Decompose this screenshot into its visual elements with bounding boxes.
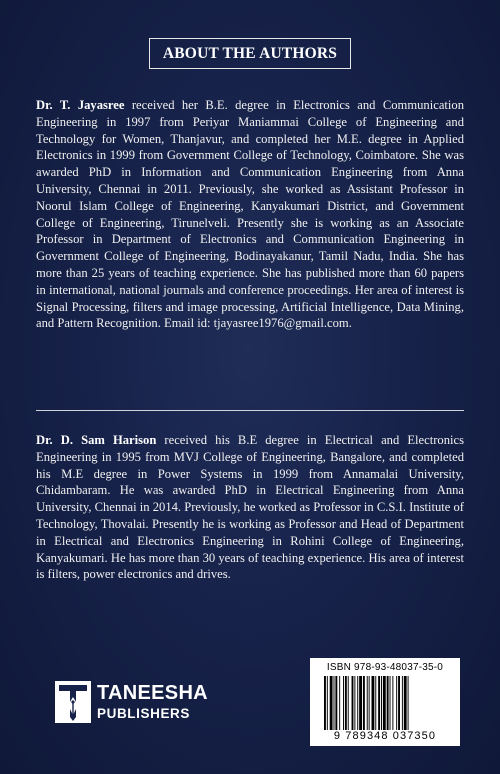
author-bio-text: received his B.E degree in Electrical and Electronics Engineering in 1995 from MVJ College of Engineering, Bangalore, and completed his M.E degree in Power Systems in 1999 from Annamalai University, Chidambaram. He was awarded PhD in Electrical Engineering from Anna University, Chennai in 2014. Previously, he worked as Professor in C.S.I. Institute of Technology, Thovalai. Presently he is working as Professor and Head of Department in Electrical and Electronics Engineering in Rohini College of Engineering, Kanyakumari. He has more than 30 years of teaching experience. His area of interest is filters, power electronics and drives. [36, 433, 464, 582]
barcode-bar [327, 676, 328, 730]
barcode-bar [404, 676, 407, 730]
isbn-barcode [310, 658, 460, 746]
section-divider [36, 410, 464, 411]
isbn-label: ISBN 978-93-48037-35-0 [326, 662, 444, 673]
barcode-bar [345, 676, 347, 730]
barcode-bar [354, 676, 355, 730]
author-bio-harison [36, 432, 464, 583]
barcode-bar [352, 676, 354, 730]
publisher-name-line2: PUBLISHERS [97, 706, 191, 722]
author-name: Dr. T. Jayasree [36, 98, 125, 112]
barcode-bar [387, 676, 389, 730]
barcode-bar [398, 676, 400, 730]
barcode-bar [359, 676, 362, 730]
barcode-bar [324, 676, 326, 730]
barcode-bar [372, 676, 375, 730]
barcode-bar [357, 676, 358, 730]
publisher-name-line1: TANEESHA [97, 682, 208, 705]
barcode-bar [375, 676, 376, 730]
barcode-bar [381, 676, 382, 730]
author-name: Dr. D. Sam Harison [36, 433, 157, 447]
barcode-bar [339, 676, 340, 730]
barcode-bar [335, 676, 337, 730]
barcode-bar [330, 676, 333, 730]
publisher-name [97, 683, 208, 721]
barcode-bar [390, 676, 391, 730]
section-title-box [149, 38, 351, 69]
barcode-bar [378, 676, 380, 730]
barcode-bar [402, 676, 403, 730]
barcode-bar [343, 676, 344, 730]
author-bio-jayasree [36, 97, 464, 332]
barcode-bar [367, 676, 368, 730]
barcode-bar [369, 676, 370, 730]
publisher-logo [55, 680, 225, 724]
barcode-bar [334, 676, 335, 730]
barcode-bar [348, 676, 349, 730]
author-bio-text: received her B.E. degree in Electronics and Communication Engineering in 1997 from Periyar Maniammai College of Engineering and Technology for Women, Thanjavur, and completed her M.E. degree in Applied Electronics in 1999 from Government College of Technology, Coimbatore. She was awarded PhD in Information and Communication Engineering from Anna University, Chennai in 2011. Previously, she worked as Assistant Professor in Noorul Islam College of Engineering, Kanyakumari District, and Government College of Engineering, Tirunelveli. Presently she is working as an Associate Professor in Department of Electronics and Communication Engineering in Government College of Engineering, Bodinayakanur, Tamil Nadu, India. She has more than 25 years of teaching experience. She has published more than 60 papers in international, national journals and conference proceedings. Her area of interest is Signal Processing, filters and image processing, Artificial Intelligence, Data Mining, and Pattern Recognition. Email id: tjayasree1976@gmail.com. [36, 98, 464, 331]
barcode-bar [392, 676, 393, 730]
barcode-bar [383, 676, 386, 730]
barcode-bar [396, 676, 397, 730]
barcode-bar [363, 676, 365, 730]
barcode-digits: 9 789348 037350 [333, 730, 437, 742]
section-title: ABOUT THE AUTHORS [162, 44, 338, 62]
pen-nib-logo-icon [55, 681, 91, 723]
barcode-graphic [324, 676, 446, 730]
barcode-bar [408, 676, 409, 730]
